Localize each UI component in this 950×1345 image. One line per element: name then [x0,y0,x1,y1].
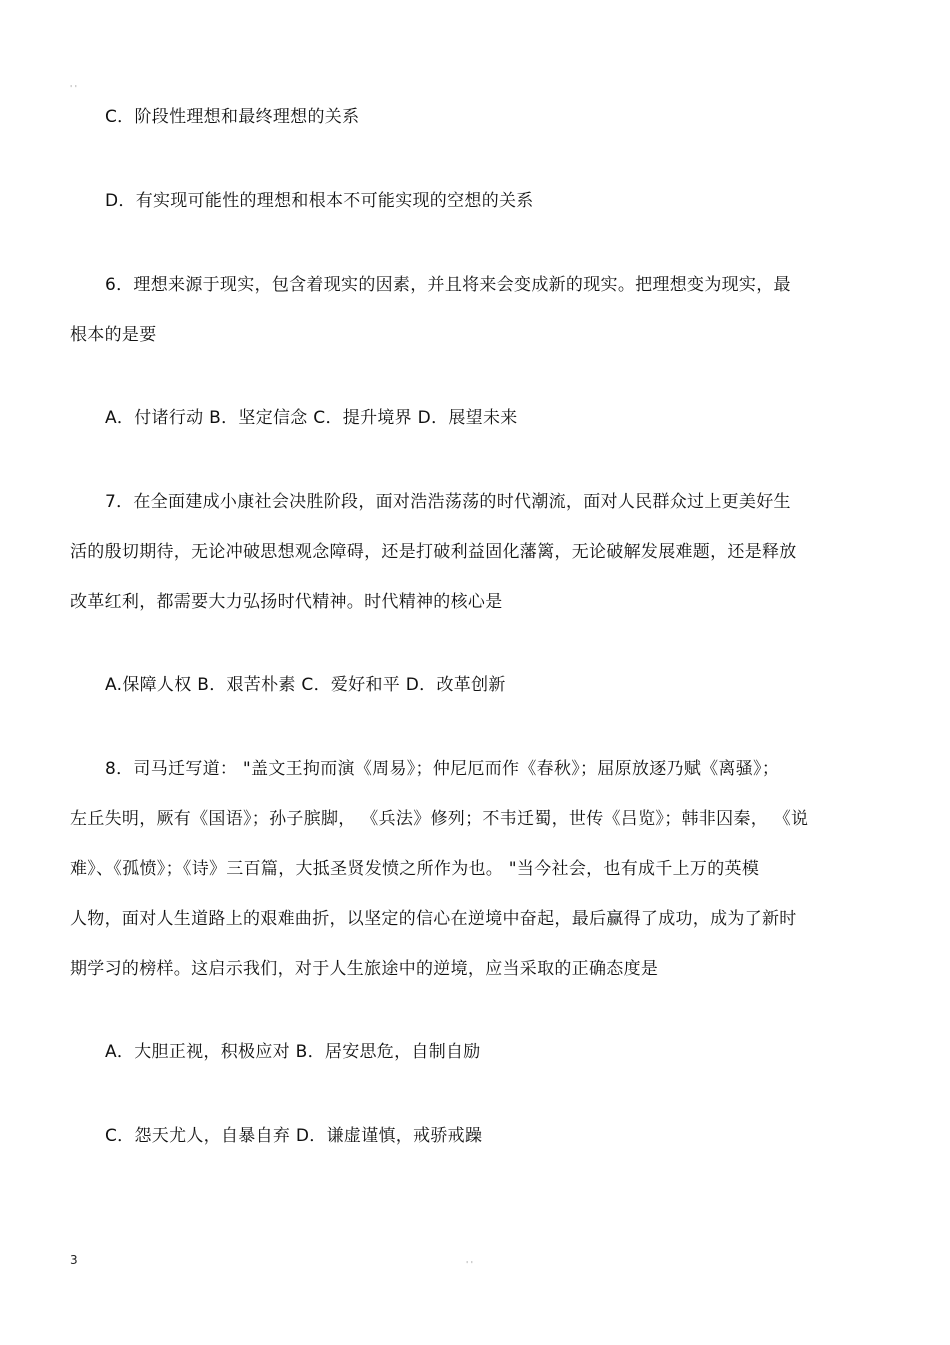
q7-options: A.保障人权 B．艰苦朴素 C．爱好和平 D．改革创新 [105,675,506,695]
q8-options-cd: C．怨天尤人，自暴自弃 D．谦虚谨慎，戒骄戒躁 [105,1126,483,1146]
q6-options: A．付诸行动 B．坚定信念 C．提升境界 D．展望未来 [105,408,518,428]
q8-stem-line4: 人物，面对人生道路上的艰难曲折，以坚定的信心在逆境中奋起，最后赢得了成功，成为了新时 [70,909,797,929]
footer-mark: ' ' [466,1260,473,1269]
top-mark: ' ' [70,84,77,93]
q5-option-d: D．有实现可能性的理想和根本不可能实现的空想的关系 [105,191,534,211]
page-number: 3 [70,1253,78,1267]
q8-stem-line5: 期学习的榜样。这启示我们，对于人生旅途中的逆境，应当采取的正确态度是 [70,959,659,979]
q5-option-c: C．阶段性理想和最终理想的关系 [105,107,360,127]
q8-options-ab: A．大胆正视，积极应对 B．居安思危，自制自励 [105,1042,481,1062]
q6-stem-line2: 根本的是要 [70,325,157,345]
q6-stem-line1: 6．理想来源于现实，包含着现实的因素，并且将来会变成新的现实。把理想变为现实，最 [105,275,791,295]
q8-stem-line2: 左丘失明，厥有《国语》；孙子膑脚， 《兵法》修列；不韦迁蜀，世传《吕览》；韩非囚秦， 《说 [70,809,809,829]
q7-stem-line2: 活的殷切期待，无论冲破思想观念障碍，还是打破利益固化藩篱，无论破解发展难题，还是释放 [70,542,797,562]
q7-stem-line1: 7．在全面建成小康社会决胜阶段，面对浩浩荡荡的时代潮流，面对人民群众过上更美好生 [105,492,791,512]
q8-stem-line1: 8．司马迁写道： "盖文王拘而演《周易》；仲尼厄而作《春秋》；屈原放逐乃赋《离骚》； [105,759,780,779]
q8-stem-line3: 难》、《孤愤》；《诗》三百篇，大抵圣贤发愤之所作为也。 "当今社会，也有成千上万的英模 [70,859,760,879]
q7-stem-line3: 改革红利，都需要大力弘扬时代精神。时代精神的核心是 [70,592,503,612]
